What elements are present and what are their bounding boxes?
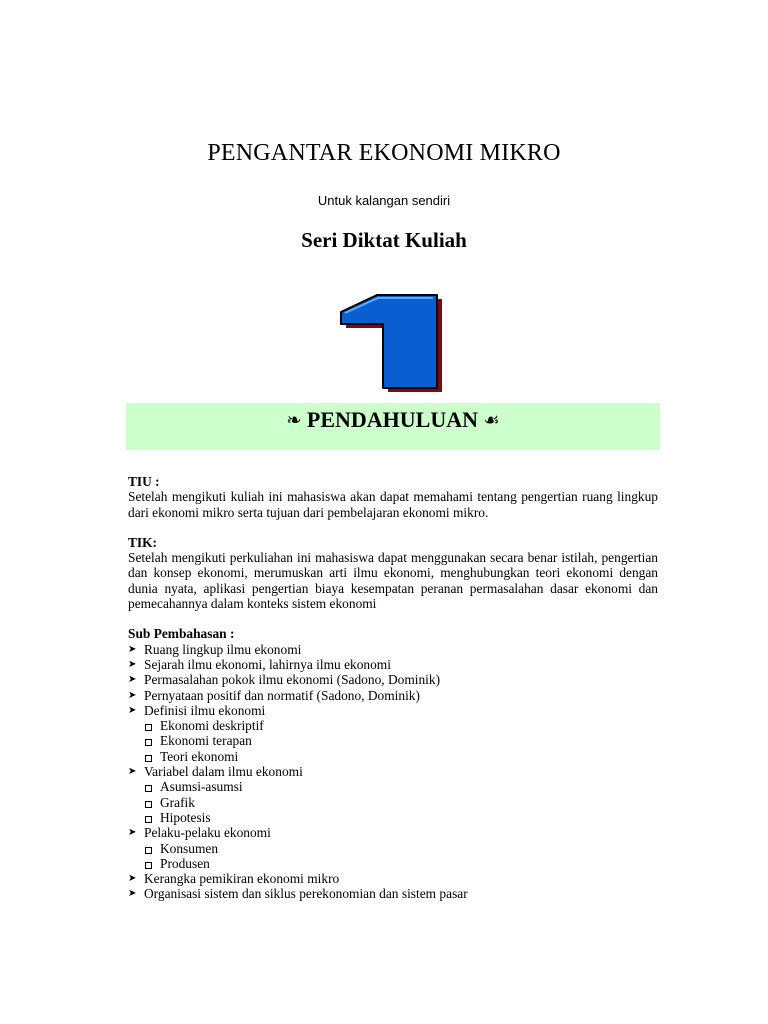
ornament-right-icon: ☙ [483,410,500,430]
document-body [128,474,658,902]
topic-item [128,688,658,703]
subtopic-item [128,841,658,856]
subtopic-item [128,856,658,871]
subtopic-item-text: Hipotesis [160,809,211,825]
subtopic-list [128,718,658,764]
tik-text: Setelah mengikuti perkuliahan ini mahasiswa dapat menggunakan secara benar istilah, pengertian dan konsep ekonomi, merumuskan arti ilmu ekonomi, menghubungkan teori ekonomi dengan dunia nyata, aplikasi pengertian biaya kesempatan peranan permasalahan dasar ekonomi dan pemecahannya dalam konteks sistem ekonomi [128,550,658,612]
subtopic-item-text: Asumsi-asumsi [160,779,243,795]
square-bullet-icon [145,816,152,823]
arrow-bullet-icon: ➤ [128,704,137,716]
subtopic-item [128,795,658,810]
arrow-bullet-icon: ➤ [128,658,137,670]
topic-item-text: Definisi ilmu ekonomi [144,702,266,718]
topic-item-text: Variabel dalam ilmu ekonomi [144,764,303,780]
subtopic-item [128,810,658,825]
topic-item-text: Ruang lingkup ilmu ekonomi [144,641,302,657]
square-bullet-icon [145,739,152,746]
square-bullet-icon [145,847,152,854]
arrow-bullet-icon: ➤ [128,643,137,655]
document-title: PENGANTAR EKONOMI MIKRO [207,140,561,166]
subtopic-item [128,749,658,764]
subtopic-group [128,841,658,872]
topic-item-text: Pernyataan positif dan normatif (Sadono, Dominik) [144,687,420,703]
square-bullet-icon [145,862,152,869]
topic-item [128,871,658,886]
arrow-bullet-icon: ➤ [128,888,137,900]
series-title: Seri Diktat Kuliah [301,228,467,252]
square-bullet-icon [145,801,152,808]
subtopic-item-text: Konsumen [160,840,219,856]
topic-item [128,657,658,672]
chapter-number-graphic [336,292,448,394]
tik-label: TIK: [128,534,158,550]
topic-item [128,703,658,718]
arrow-bullet-icon: ➤ [128,766,137,778]
square-bullet-icon [145,755,152,762]
subtopic-item [128,733,658,748]
subtopic-list [128,841,658,872]
topic-item-text: Pelaku-pelaku ekonomi [144,825,271,841]
subtopic-list [128,779,658,825]
topic-item-text: Kerangka pemikiran ekonomi mikro [144,871,340,887]
arrow-bullet-icon: ➤ [128,873,137,885]
ornament-left-icon: ❧ [286,410,302,430]
section-banner [126,403,660,450]
topic-item [128,886,658,901]
arrow-bullet-icon: ➤ [128,827,137,839]
topic-item-text: Sejarah ilmu ekonomi, lahirnya ilmu ekonomi [144,656,391,672]
arrow-bullet-icon: ➤ [128,689,137,701]
subtopic-item-text: Teori ekonomi [160,748,239,764]
topic-item [128,764,658,779]
square-bullet-icon [145,785,152,792]
topic-item-text: Organisasi sistem dan siklus perekonomian dan sistem pasar [144,886,468,902]
subtopic-item [128,718,658,733]
subtopic-item-text: Ekonomi deskriptif [160,718,264,734]
tiu-label: TIU : [128,474,160,489]
topic-list [128,642,658,902]
topic-item [128,672,658,687]
document-subtitle: Untuk kalangan sendiri [317,193,451,208]
subtopic-item-text: Produsen [160,855,210,871]
sub-pembahasan-label: Sub Pembahasan : [128,626,235,642]
topic-item [128,642,658,657]
banner-title: PENDAHULUAN [306,407,479,432]
topic-item [128,825,658,840]
subtopic-item [128,779,658,794]
subtopic-item-text: Grafik [160,794,195,810]
square-bullet-icon [145,724,152,731]
topic-item-text: Permasalahan pokok ilmu ekonomi (Sadono, Dominik) [144,672,441,688]
subtopic-group [128,779,658,825]
spacer [128,611,658,626]
tiu-text: Setelah mengikuti kuliah ini mahasiswa akan dapat memahami tentang pengertian ruang lingkup dari ekonomi mikro serta tujuan dari pembelajaran ekonomi mikro. [128,489,658,520]
arrow-bullet-icon: ➤ [128,674,137,686]
subtopic-group [128,718,658,764]
subtopic-item-text: Ekonomi terapan [160,733,252,749]
spacer [128,520,658,535]
